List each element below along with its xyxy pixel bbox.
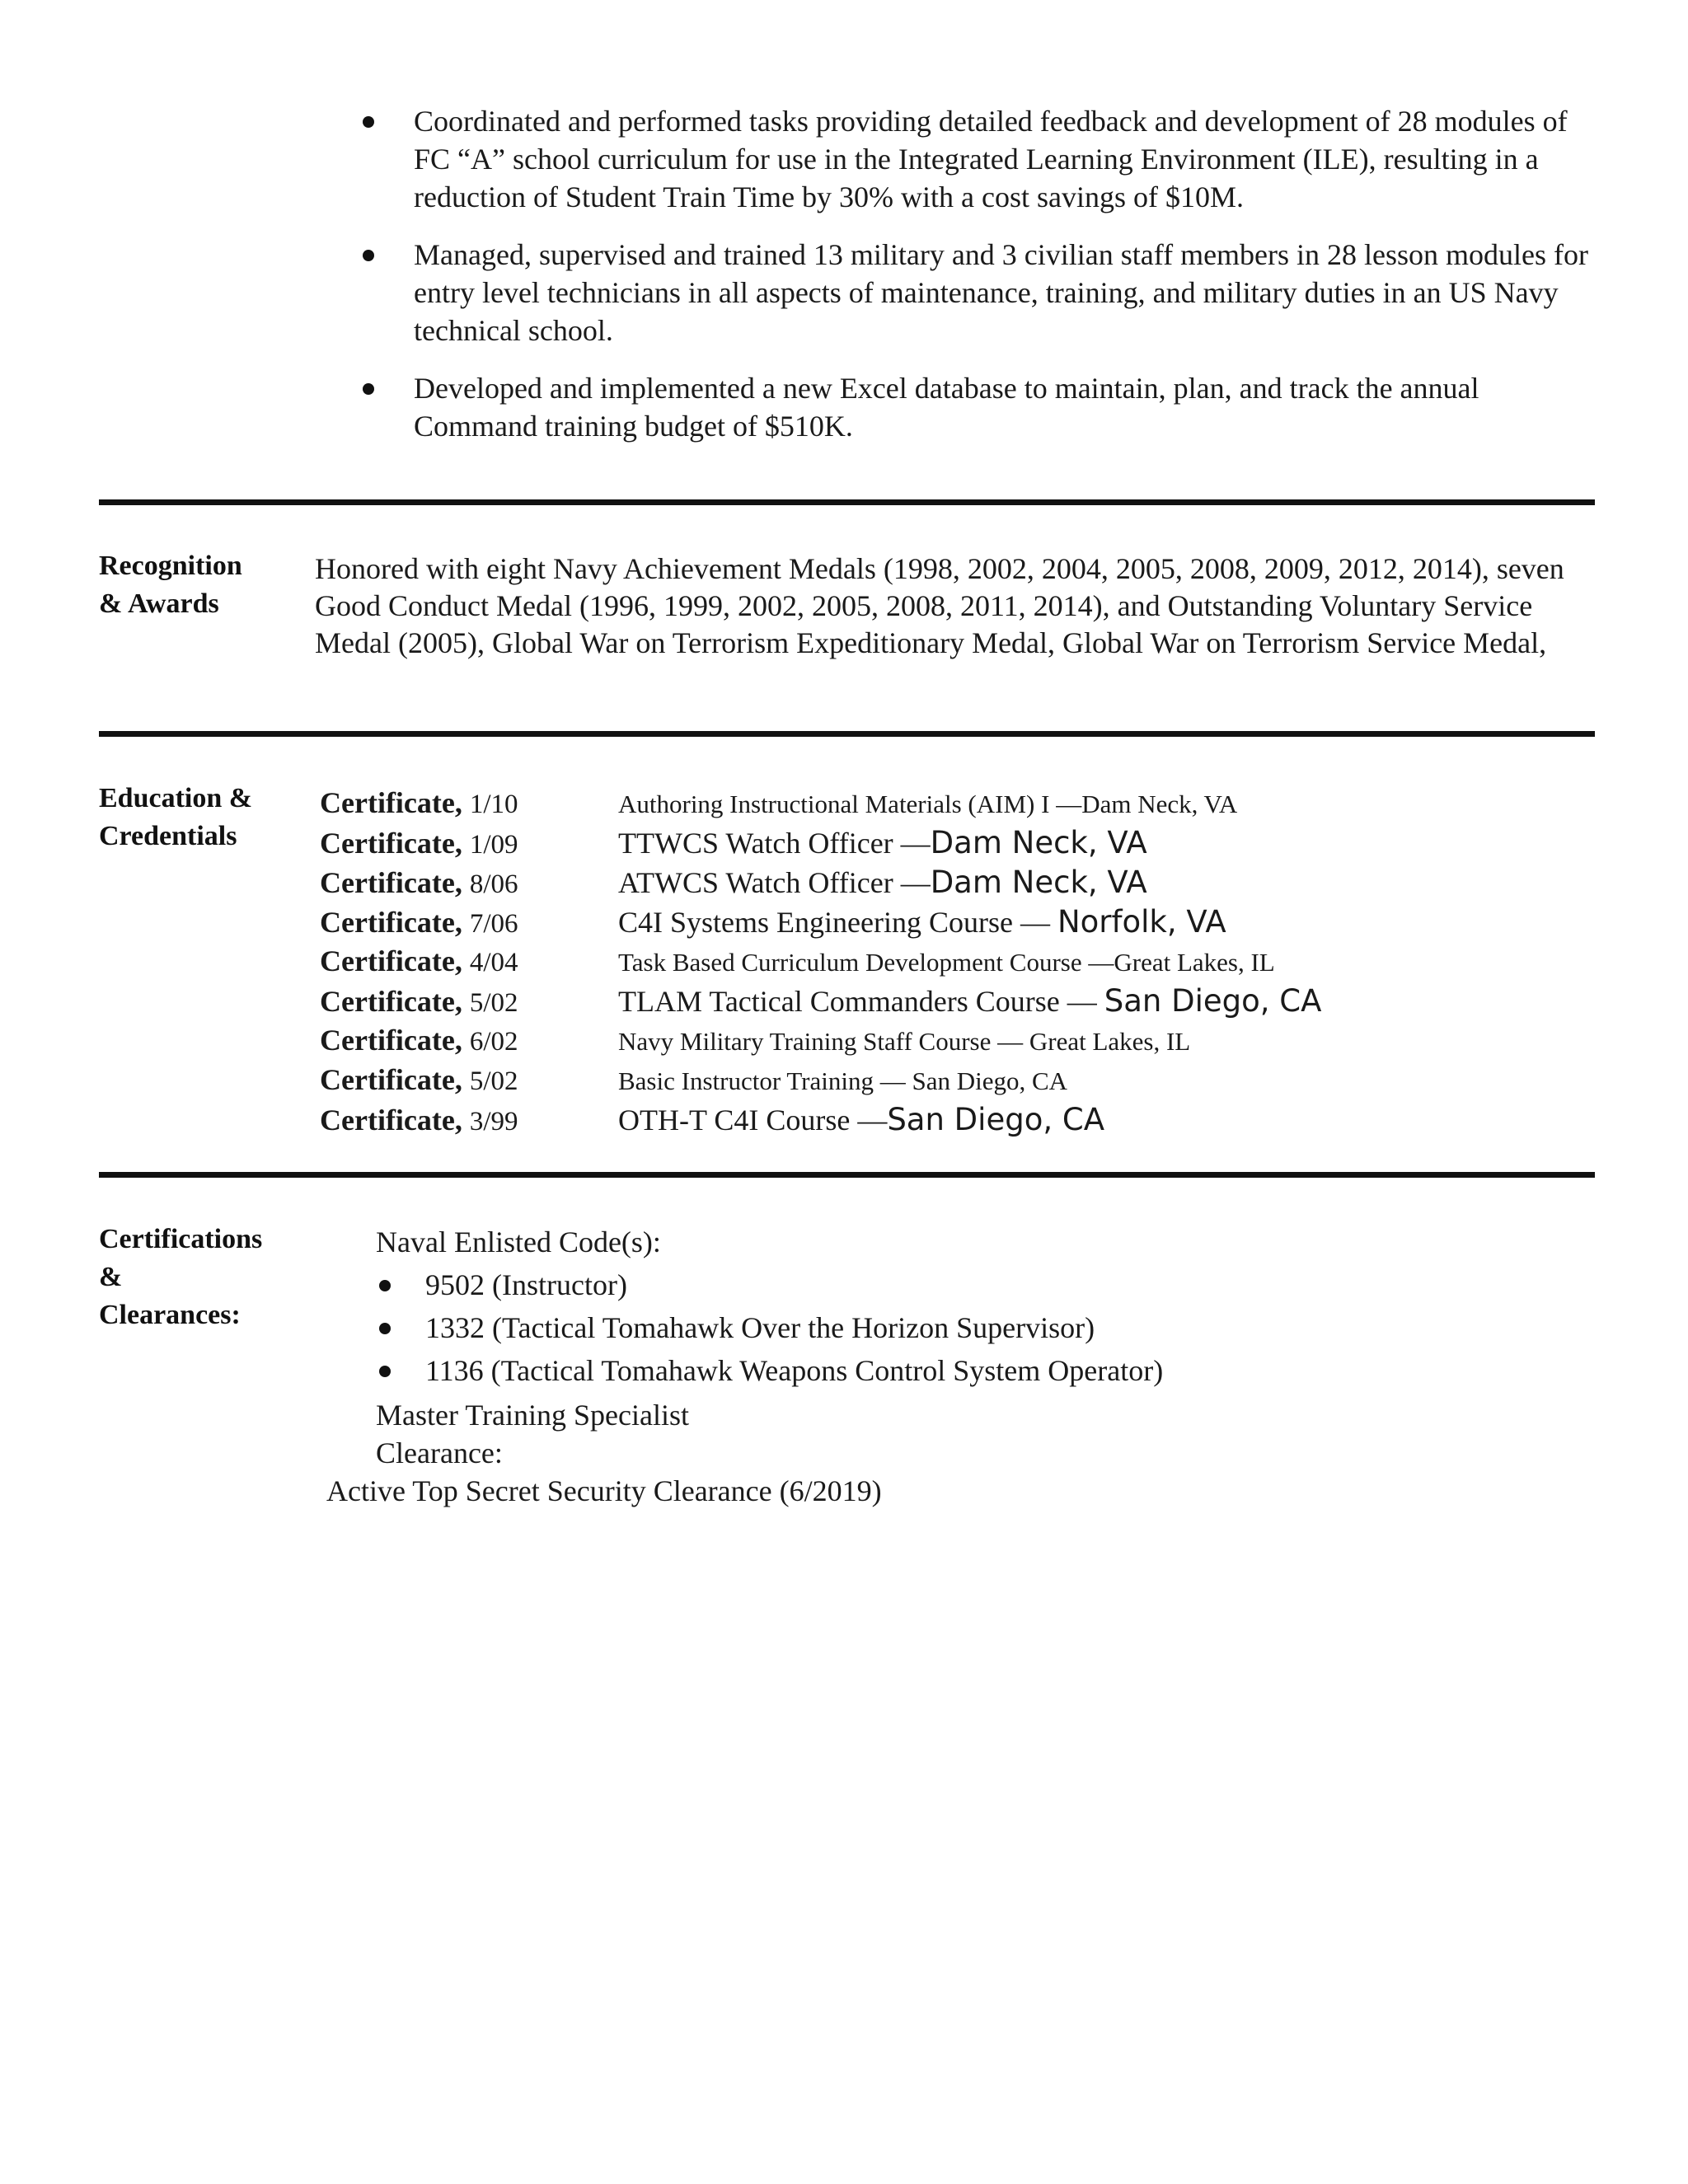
table-row: Certificate, 5/02 Basic Instructor Training — San Diego, CA xyxy=(320,1063,1068,1096)
list-item xyxy=(354,102,1607,216)
list-item: 9502 (Instructor) xyxy=(368,1266,1563,1309)
table-row: Certificate, 4/04 Task Based Curriculum Development Course —Great Lakes, IL xyxy=(320,944,1275,977)
nec-code-list xyxy=(326,1266,1563,1394)
certifications-heading: Certifications & Clearances: xyxy=(99,1224,263,1330)
bullet-text: Coordinated and performed tasks providing detailed feedback and development of 28 modules of FC “A” school curriculum for use in the Integrated Learning Environment (ILE), resulting in a reduction of Student Train Time by 30% with a cost savings of $10M. xyxy=(414,105,1568,213)
list-item xyxy=(354,369,1607,445)
bullet-icon xyxy=(363,116,374,128)
clearance-value: Active Top Secret Security Clearance (6/2019) xyxy=(326,1474,882,1507)
table-row: Certificate, 1/09 TTWCS Watch Officer —Dam Neck, VA xyxy=(320,825,1147,860)
education-table xyxy=(320,785,1589,1141)
clearance-label: Clearance: xyxy=(376,1436,503,1469)
bullet-text: Managed, supervised and trained 13 military and 3 civilian staff members in 28 lesson modules for entry level technicians in all aspects of maintenance, training, and military duties in an US Navy technical school. xyxy=(414,238,1589,347)
section-divider xyxy=(99,499,1595,505)
table-row: Certificate, 3/99 OTH-T C4I Course —San Diego, CA xyxy=(320,1102,1105,1137)
nec-label: Naval Enlisted Code(s): xyxy=(376,1226,661,1258)
certifications-block xyxy=(326,1223,1563,1510)
section-divider xyxy=(99,1172,1595,1178)
list-item xyxy=(354,236,1607,349)
bullet-icon xyxy=(363,250,374,261)
master-training-specialist: Master Training Specialist xyxy=(376,1399,689,1432)
bullet-icon xyxy=(379,1366,391,1377)
bullet-icon xyxy=(379,1323,391,1334)
experience-bullet-list xyxy=(354,102,1607,465)
recognition-heading: Recognition & Awards xyxy=(99,551,242,619)
table-row: Certificate, 7/06 C4I Systems Engineering Course — Norfolk, VA xyxy=(320,904,1226,940)
section-divider xyxy=(99,731,1595,737)
table-row: Certificate, 5/02 TLAM Tactical Commanders Course — San Diego, CA xyxy=(320,983,1322,1019)
list-item: 1332 (Tactical Tomahawk Over the Horizon Supervisor) xyxy=(368,1309,1563,1352)
recognition-text: Honored with eight Navy Achievement Medals (1998, 2002, 2004, 2005, 2008, 2009, 2012, 2014), seven Good Conduct Medal (1996, 1999, 2002, 2005, 2008, 2011, 2014), and Outstanding Voluntary Service Medal (2005), Global War on Terrorism Expeditionary Medal, Global War on Terrorism Service Medal, xyxy=(315,552,1564,659)
bullet-icon xyxy=(363,383,374,395)
table-row: Certificate, 6/02 Navy Military Training Staff Course — Great Lakes, IL xyxy=(320,1024,1191,1057)
table-row: Certificate, 1/10 Authoring Instructional Materials (AIM) I —Dam Neck, VA xyxy=(320,786,1238,819)
education-heading: Education & Credentials xyxy=(99,783,253,851)
bullet-text: Developed and implemented a new Excel database to maintain, plan, and track the annual Command training budget of $510K. xyxy=(414,372,1479,443)
bullet-icon xyxy=(379,1280,391,1291)
table-row: Certificate, 8/06 ATWCS Watch Officer —Dam Neck, VA xyxy=(320,865,1147,900)
list-item: 1136 (Tactical Tomahawk Weapons Control System Operator) xyxy=(368,1352,1563,1394)
